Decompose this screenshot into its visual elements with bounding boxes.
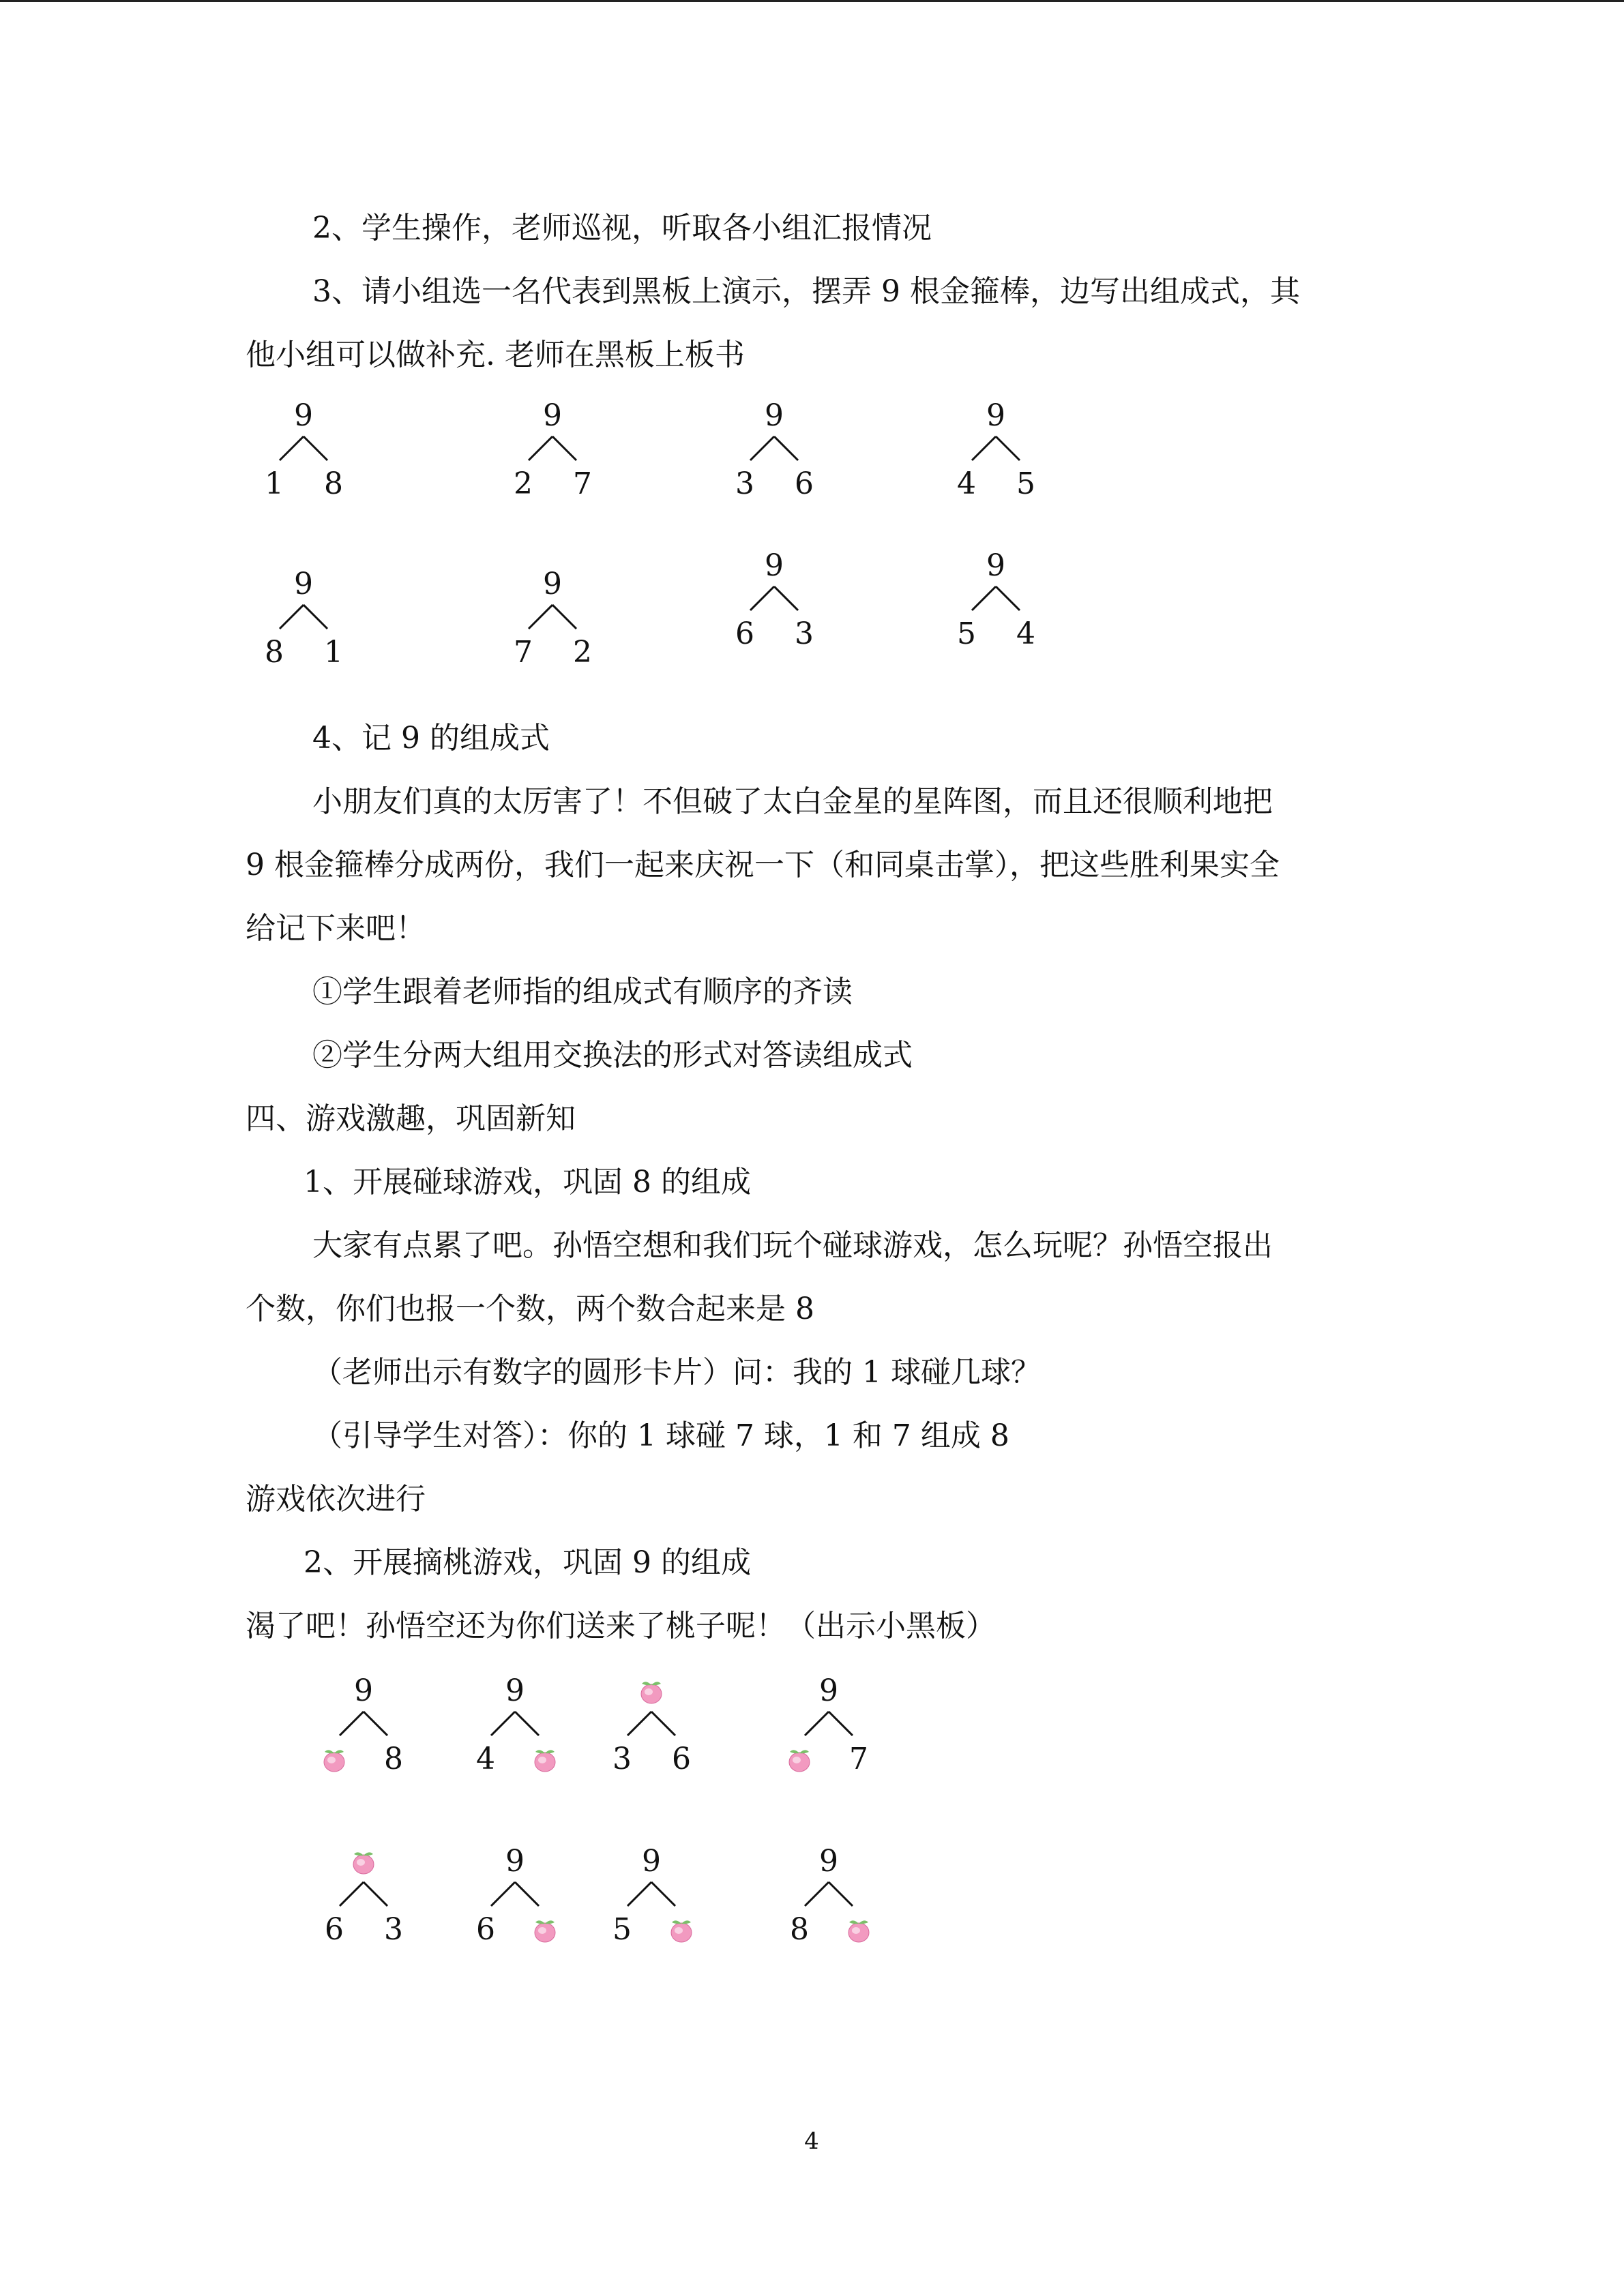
peach-tree-right-number: 7 bbox=[849, 1742, 868, 1776]
board-tree-6 bbox=[501, 567, 604, 724]
peach-peach-right-7 bbox=[668, 1916, 694, 1943]
peach-peach-top-3 bbox=[638, 1678, 664, 1705]
text-line-12: 大家有点累了吧。孙悟空想和我们玩个碰球游戏，怎么玩呢？孙悟空报出 bbox=[312, 1228, 1273, 1263]
peach-tree-top-number: 9 bbox=[642, 1844, 661, 1879]
peach-tree-6 bbox=[464, 1844, 566, 2001]
text-line-2: 3、请小组选一名代表到黑板上演示，摆弄 9 根金箍棒，边写出组成式，其 bbox=[312, 274, 1300, 309]
board-tree-top-number: 9 bbox=[294, 567, 313, 601]
peach-tree-8 bbox=[778, 1844, 880, 2001]
peach-tree-2 bbox=[464, 1673, 566, 1831]
board-tree-top-number: 9 bbox=[986, 398, 1005, 433]
text-line-4: 4、记 9 的组成式 bbox=[312, 721, 550, 756]
peach-peach-right-6 bbox=[532, 1916, 558, 1943]
text-line-14: （老师出示有数字的圆形卡片）问：我的 1 球碰几球？ bbox=[312, 1355, 1041, 1390]
board-tree-right-number: 2 bbox=[573, 635, 592, 670]
board-tree-7 bbox=[723, 548, 825, 706]
text-line-3: 他小组可以做补充. 老师在黑板上板书 bbox=[246, 338, 745, 372]
board-tree-right-number: 6 bbox=[795, 466, 814, 501]
peach-tree-5 bbox=[312, 1865, 415, 2001]
board-tree-left-number: 2 bbox=[514, 466, 533, 501]
peach-tree-3 bbox=[600, 1695, 703, 1831]
board-tree-right-number: 8 bbox=[324, 466, 343, 501]
peach-peach-right-2 bbox=[532, 1746, 558, 1773]
board-tree-top-number: 9 bbox=[765, 398, 784, 433]
text-line-6: 9 根金箍棒分成两份，我们一起来庆祝一下（和同桌击掌），把这些胜利果实全 bbox=[246, 848, 1280, 882]
board-tree-left-number: 7 bbox=[514, 635, 533, 670]
page-number: 4 bbox=[804, 2128, 819, 2155]
peach-tree-top-number: 9 bbox=[505, 1844, 525, 1879]
peach-tree-left-number: 3 bbox=[612, 1742, 632, 1776]
peach-tree-top-number: 9 bbox=[354, 1673, 373, 1708]
board-tree-right-number: 4 bbox=[1016, 616, 1035, 651]
text-line-7: 给记下来吧！ bbox=[246, 911, 426, 946]
text-line-9: ②学生分两大组用交换法的形式对答读组成式 bbox=[312, 1038, 913, 1073]
peach-tree-top-number: 9 bbox=[819, 1673, 838, 1708]
board-tree-5 bbox=[252, 567, 355, 724]
page-top-border bbox=[0, 0, 1624, 2]
board-tree-3 bbox=[723, 398, 825, 556]
peach-tree-left-number: 8 bbox=[790, 1912, 809, 1947]
board-tree-top-number: 9 bbox=[294, 398, 313, 433]
board-tree-right-number: 1 bbox=[324, 635, 343, 670]
peach-tree-left-number: 5 bbox=[612, 1912, 632, 1947]
board-tree-left-number: 8 bbox=[265, 635, 284, 670]
board-tree-left-number: 6 bbox=[735, 616, 754, 651]
board-tree-left-number: 3 bbox=[735, 466, 754, 501]
peach-peach-left-4 bbox=[786, 1746, 812, 1773]
text-line-1: 2、学生操作，老师巡视，听取各小组汇报情况 bbox=[312, 211, 932, 245]
board-tree-right-number: 7 bbox=[573, 466, 592, 501]
board-tree-left-number: 5 bbox=[957, 616, 976, 651]
board-tree-right-number: 5 bbox=[1016, 466, 1035, 501]
text-line-15: （引导学生对答）：你的 1 球碰 7 球，1 和 7 组成 8 bbox=[312, 1418, 1009, 1453]
peach-tree-top-number: 9 bbox=[505, 1673, 525, 1708]
peach-tree-1 bbox=[312, 1673, 415, 1831]
board-tree-right-number: 3 bbox=[795, 616, 814, 651]
text-line-11: 1、开展碰球游戏，巩固 8 的组成 bbox=[304, 1165, 751, 1199]
text-line-5: 小朋友们真的太厉害了！不但破了太白金星的星阵图，而且还很顺利地把 bbox=[312, 784, 1273, 819]
text-line-8: ①学生跟着老师指的组成式有顺序的齐读 bbox=[312, 974, 853, 1009]
section-heading: 四、游戏激趣，巩固新知 bbox=[246, 1101, 576, 1136]
board-tree-top-number: 9 bbox=[543, 398, 562, 433]
board-tree-left-number: 4 bbox=[957, 466, 976, 501]
peach-tree-right-number: 6 bbox=[672, 1742, 691, 1776]
board-tree-4 bbox=[945, 398, 1047, 556]
text-line-13: 个数，你们也报一个数，两个数合起来是 8 bbox=[246, 1292, 814, 1326]
board-tree-top-number: 9 bbox=[986, 548, 1005, 583]
peach-peach-top-5 bbox=[351, 1848, 377, 1875]
peach-tree-4 bbox=[778, 1673, 880, 1831]
peach-tree-left-number: 4 bbox=[476, 1742, 495, 1776]
peach-tree-7 bbox=[600, 1844, 703, 2001]
text-line-18: 渴了吧！孙悟空还为你们送来了桃子呢！（出示小黑板） bbox=[246, 1609, 996, 1643]
board-tree-top-number: 9 bbox=[543, 567, 562, 601]
text-line-16: 游戏依次进行 bbox=[246, 1482, 426, 1517]
peach-tree-top-number: 9 bbox=[819, 1844, 838, 1879]
board-tree-top-number: 9 bbox=[765, 548, 784, 583]
peach-tree-left-number: 6 bbox=[476, 1912, 495, 1947]
peach-tree-left-number: 6 bbox=[325, 1912, 344, 1947]
board-tree-2 bbox=[501, 398, 604, 556]
board-tree-left-number: 1 bbox=[265, 466, 284, 501]
peach-peach-left-1 bbox=[321, 1746, 347, 1773]
peach-tree-right-number: 3 bbox=[384, 1912, 403, 1947]
board-tree-1 bbox=[252, 398, 355, 556]
peach-peach-right-8 bbox=[846, 1916, 872, 1943]
text-line-17: 2、开展摘桃游戏，巩固 9 的组成 bbox=[304, 1545, 751, 1580]
board-tree-8 bbox=[945, 548, 1047, 706]
peach-tree-right-number: 8 bbox=[384, 1742, 403, 1776]
